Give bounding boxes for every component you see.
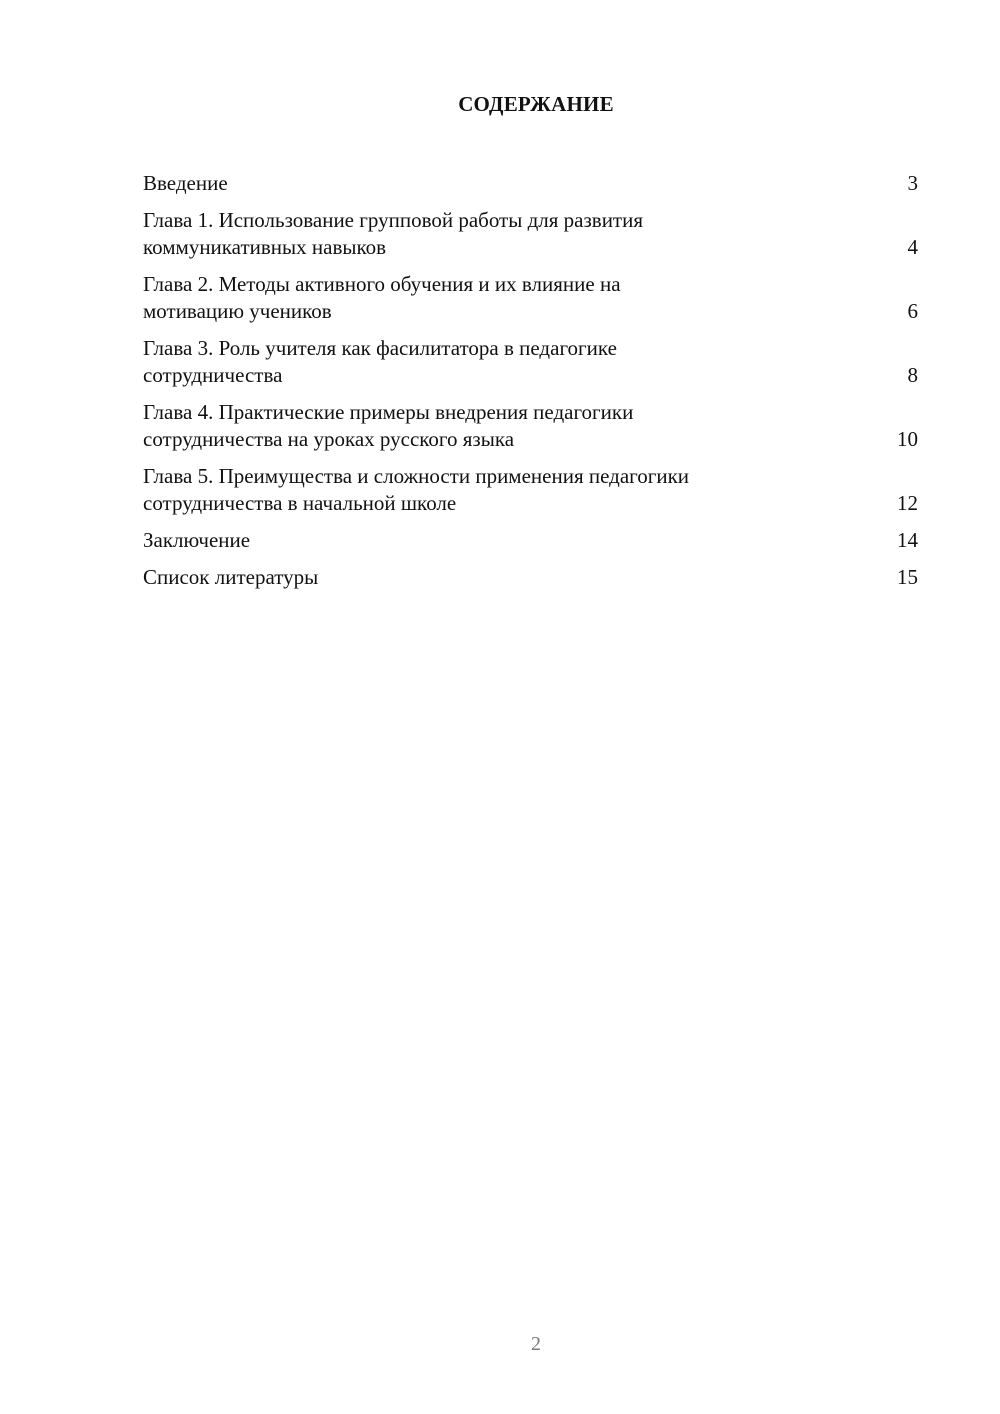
toc-entry-introduction xyxy=(143,170,918,197)
toc-entry-title: Глава 5. Преимущества и сложности применения педагогики сотрудничества в начальной школе xyxy=(143,464,690,515)
toc-entry-title: Глава 1. Использование групповой работы для развития коммуникативных навыков xyxy=(143,208,644,259)
toc-entry-conclusion xyxy=(143,527,918,554)
toc-entry-page: 3 xyxy=(907,171,918,195)
toc-entry-page: 14 xyxy=(897,528,918,552)
toc-entry-title: Глава 2. Методы активного обучения и их влияние на мотивацию учеников xyxy=(143,272,621,323)
toc-entry-references xyxy=(143,564,918,591)
toc-entry-title: Список литературы xyxy=(143,565,319,589)
toc-entry-page: 10 xyxy=(897,427,918,451)
toc-entry-chapter-5 xyxy=(143,463,918,517)
toc-entry-chapter-1 xyxy=(143,207,918,261)
toc-entry-title: Глава 3. Роль учителя как фасилитатора в педагогике сотрудничества xyxy=(143,336,617,387)
toc-entry-title: Глава 4. Практические примеры внедрения педагогики сотрудничества на уроках русского языка xyxy=(143,400,634,451)
toc-entry-chapter-4 xyxy=(143,399,918,453)
toc-entry-chapter-3 xyxy=(143,335,918,389)
table-of-contents xyxy=(143,170,918,601)
toc-entry-page: 6 xyxy=(907,299,918,323)
toc-entry-title: Заключение xyxy=(143,528,251,552)
toc-entry-page: 15 xyxy=(897,565,918,589)
toc-entry-page: 8 xyxy=(907,363,918,387)
page-title: СОДЕРЖАНИЕ xyxy=(458,92,614,116)
toc-entry-chapter-2 xyxy=(143,271,918,325)
toc-entry-page: 4 xyxy=(907,235,918,259)
toc-entry-page: 12 xyxy=(897,491,918,515)
page-number: 2 xyxy=(531,1333,541,1355)
toc-entry-title: Введение xyxy=(143,171,228,195)
